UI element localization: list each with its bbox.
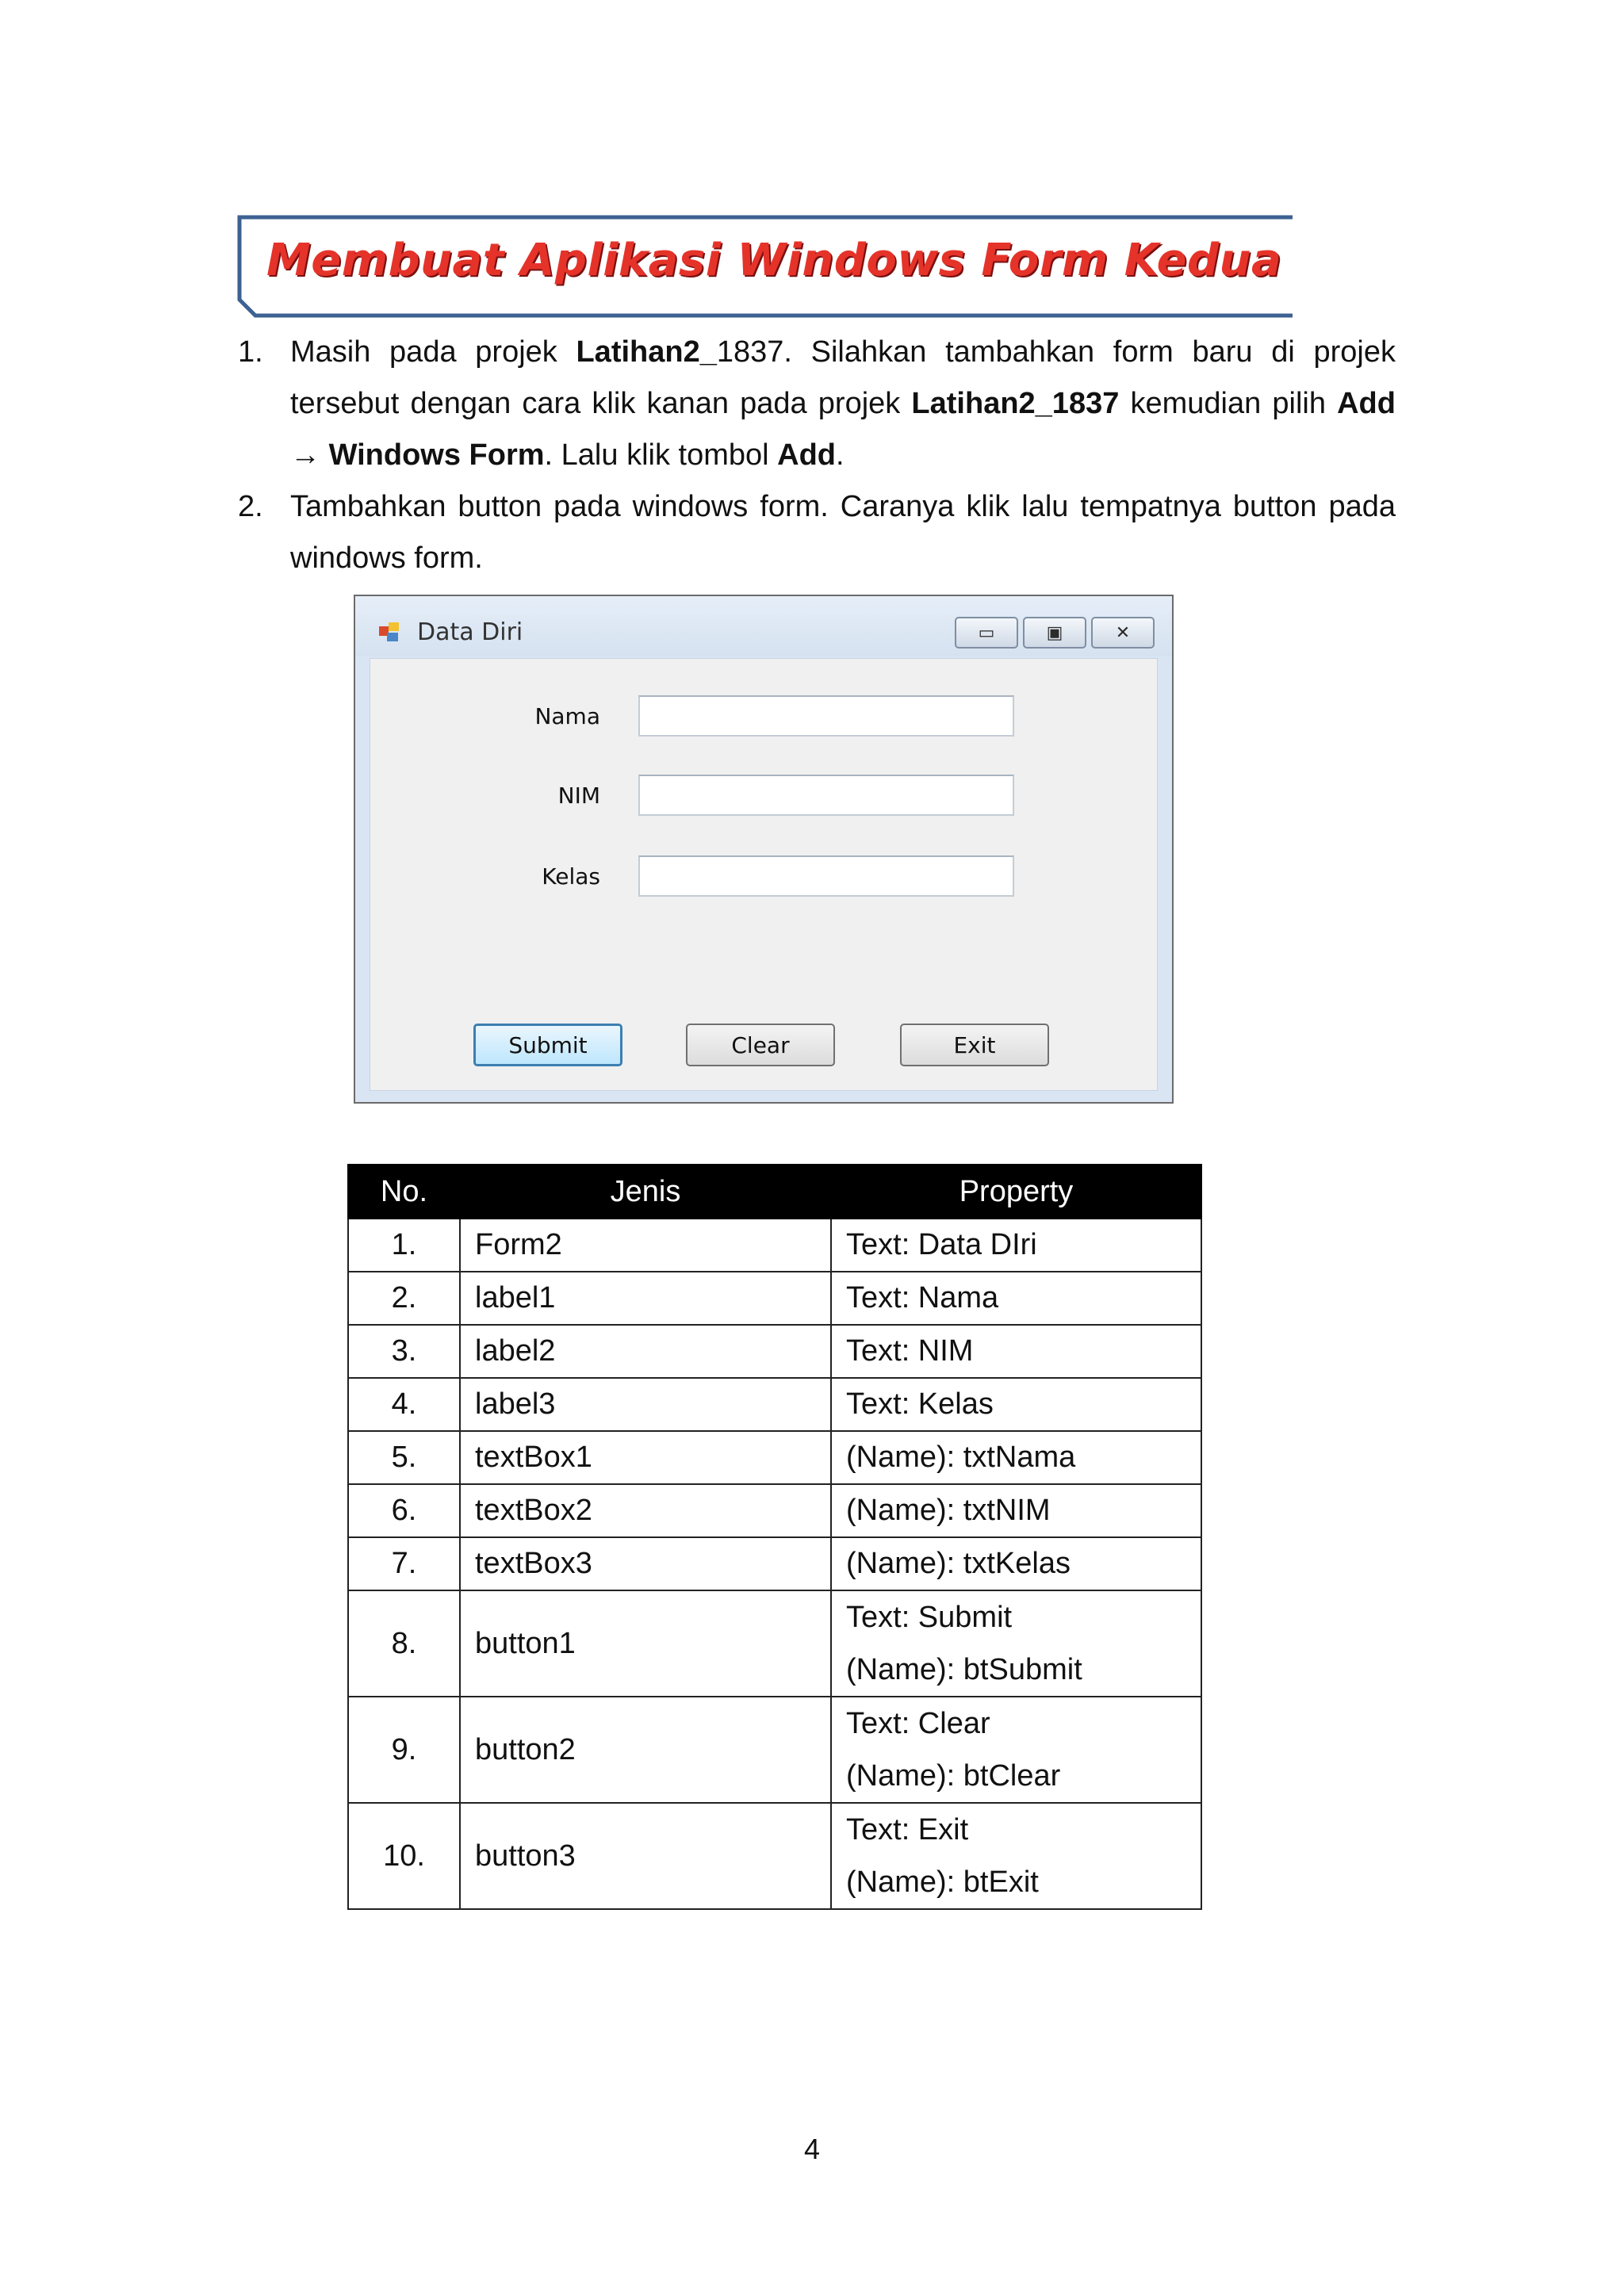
- nim-textbox[interactable]: [638, 775, 1014, 816]
- window-title: Data Diri: [417, 618, 523, 646]
- property-line: Text: Kelas: [846, 1387, 994, 1421]
- cell-no: 10.: [348, 1803, 460, 1909]
- cell-jenis: textBox1: [460, 1431, 831, 1484]
- cell-no: 2.: [348, 1272, 460, 1325]
- property-line: Text: Data DIri: [846, 1228, 1037, 1261]
- label-kelas: Kelas: [542, 863, 600, 890]
- property-line: Text: Nama: [846, 1281, 999, 1314]
- step-number: 2.: [238, 490, 263, 523]
- cell-property: [831, 1325, 1201, 1378]
- close-button[interactable]: [1091, 617, 1155, 649]
- window-titlebar: [355, 596, 1172, 656]
- cell-no: 9.: [348, 1697, 460, 1803]
- property-line: Text: Submit: [846, 1601, 1013, 1634]
- form-screenshot-window: [354, 595, 1174, 1104]
- step-text-run: 1837. Silahkan tambahkan form baru di projek tersebut dengan cara klik kanan pada projek: [290, 335, 1396, 420]
- maximize-icon: ▣: [1046, 622, 1063, 642]
- property-line: Text: NIM: [846, 1334, 974, 1368]
- exit-button[interactable]: Exit: [900, 1024, 1049, 1066]
- instruction-step: [238, 327, 1396, 481]
- property-line: (Name): txtKelas: [846, 1547, 1071, 1580]
- cell-jenis: button3: [460, 1803, 831, 1909]
- cell-jenis: button1: [460, 1590, 831, 1697]
- column-header-no: No.: [348, 1165, 460, 1219]
- nama-textbox[interactable]: [638, 695, 1014, 737]
- step-text-bold: Latihan2_1837: [911, 387, 1120, 420]
- minimize-button[interactable]: [955, 617, 1018, 649]
- table-row: [348, 1378, 1201, 1431]
- cell-property: [831, 1537, 1201, 1590]
- step-text-run: kemudian pilih: [1119, 387, 1338, 420]
- cell-no: 8.: [348, 1590, 460, 1697]
- minimize-icon: ▭: [978, 622, 995, 642]
- property-line: (Name): btSubmit: [846, 1653, 1082, 1686]
- cell-jenis: button2: [460, 1697, 831, 1803]
- step-text-bold: Windows Form: [328, 438, 545, 472]
- cell-no: 1.: [348, 1219, 460, 1272]
- section-heading-box: [235, 212, 1293, 320]
- property-line: (Name): txtNama: [846, 1441, 1076, 1474]
- cell-jenis: textBox3: [460, 1537, 831, 1590]
- property-line: Text: Exit: [846, 1813, 969, 1846]
- cell-jenis: Form2: [460, 1219, 831, 1272]
- property-line: (Name): btExit: [846, 1866, 1039, 1899]
- cell-property: [831, 1803, 1201, 1909]
- page-number: 4: [803, 2133, 821, 2165]
- step-text-run: . Lalu klik tombol: [544, 438, 778, 472]
- step-text-run: Masih pada projek: [290, 335, 576, 369]
- property-table: [347, 1164, 1202, 1910]
- label-nim: NIM: [557, 783, 600, 809]
- property-line: (Name): btClear: [846, 1759, 1061, 1793]
- instruction-list: [238, 327, 1396, 584]
- cell-jenis: label1: [460, 1272, 831, 1325]
- cell-property: [831, 1272, 1201, 1325]
- step-number: 1.: [238, 335, 263, 369]
- table-row: [348, 1484, 1201, 1537]
- cell-property: [831, 1697, 1201, 1803]
- table-row: [348, 1325, 1201, 1378]
- table-header-row: [348, 1165, 1201, 1219]
- table-row: [348, 1219, 1201, 1272]
- submit-button[interactable]: Submit: [473, 1024, 622, 1066]
- label-nama: Nama: [534, 703, 600, 729]
- section-title: Membuat Aplikasi Windows Form Kedua: [266, 235, 1282, 286]
- step-text-bold: Latihan2_: [576, 335, 717, 369]
- cell-jenis: label2: [460, 1325, 831, 1378]
- property-line: (Name): txtNIM: [846, 1494, 1051, 1527]
- cell-no: 3.: [348, 1325, 460, 1378]
- column-header-property: Property: [831, 1165, 1201, 1219]
- maximize-button[interactable]: [1023, 617, 1086, 649]
- cell-no: 4.: [348, 1378, 460, 1431]
- step-text-run: →: [290, 438, 329, 472]
- property-line: Text: Clear: [846, 1707, 990, 1740]
- step-text-run: .: [836, 438, 845, 472]
- table-row: [348, 1272, 1201, 1325]
- cell-property: [831, 1431, 1201, 1484]
- cell-no: 5.: [348, 1431, 460, 1484]
- form-app-icon: [377, 620, 401, 644]
- instruction-step: [238, 481, 1396, 584]
- table-row: [348, 1431, 1201, 1484]
- cell-property: [831, 1219, 1201, 1272]
- cell-jenis: label3: [460, 1378, 831, 1431]
- table-row: [348, 1590, 1201, 1697]
- table-row: [348, 1537, 1201, 1590]
- step-text: [290, 327, 1396, 481]
- table-row: [348, 1803, 1201, 1909]
- step-text: [290, 481, 1396, 584]
- table-body: [348, 1219, 1201, 1909]
- step-text-run: Tambahkan button pada windows form. Caranya klik lalu tempatnya button pada windows form.: [290, 490, 1396, 575]
- cell-property: [831, 1590, 1201, 1697]
- cell-jenis: textBox2: [460, 1484, 831, 1537]
- cell-no: 7.: [348, 1537, 460, 1590]
- cell-property: [831, 1484, 1201, 1537]
- kelas-textbox[interactable]: [638, 855, 1014, 897]
- close-icon: ✕: [1115, 622, 1131, 642]
- table-row: [348, 1697, 1201, 1803]
- cell-no: 6.: [348, 1484, 460, 1537]
- clear-button[interactable]: Clear: [686, 1024, 835, 1066]
- step-text-bold: Add: [777, 438, 836, 472]
- cell-property: [831, 1378, 1201, 1431]
- form-client-area: [370, 658, 1158, 1091]
- column-header-jenis: Jenis: [460, 1165, 831, 1219]
- step-text-bold: Add: [1337, 387, 1396, 420]
